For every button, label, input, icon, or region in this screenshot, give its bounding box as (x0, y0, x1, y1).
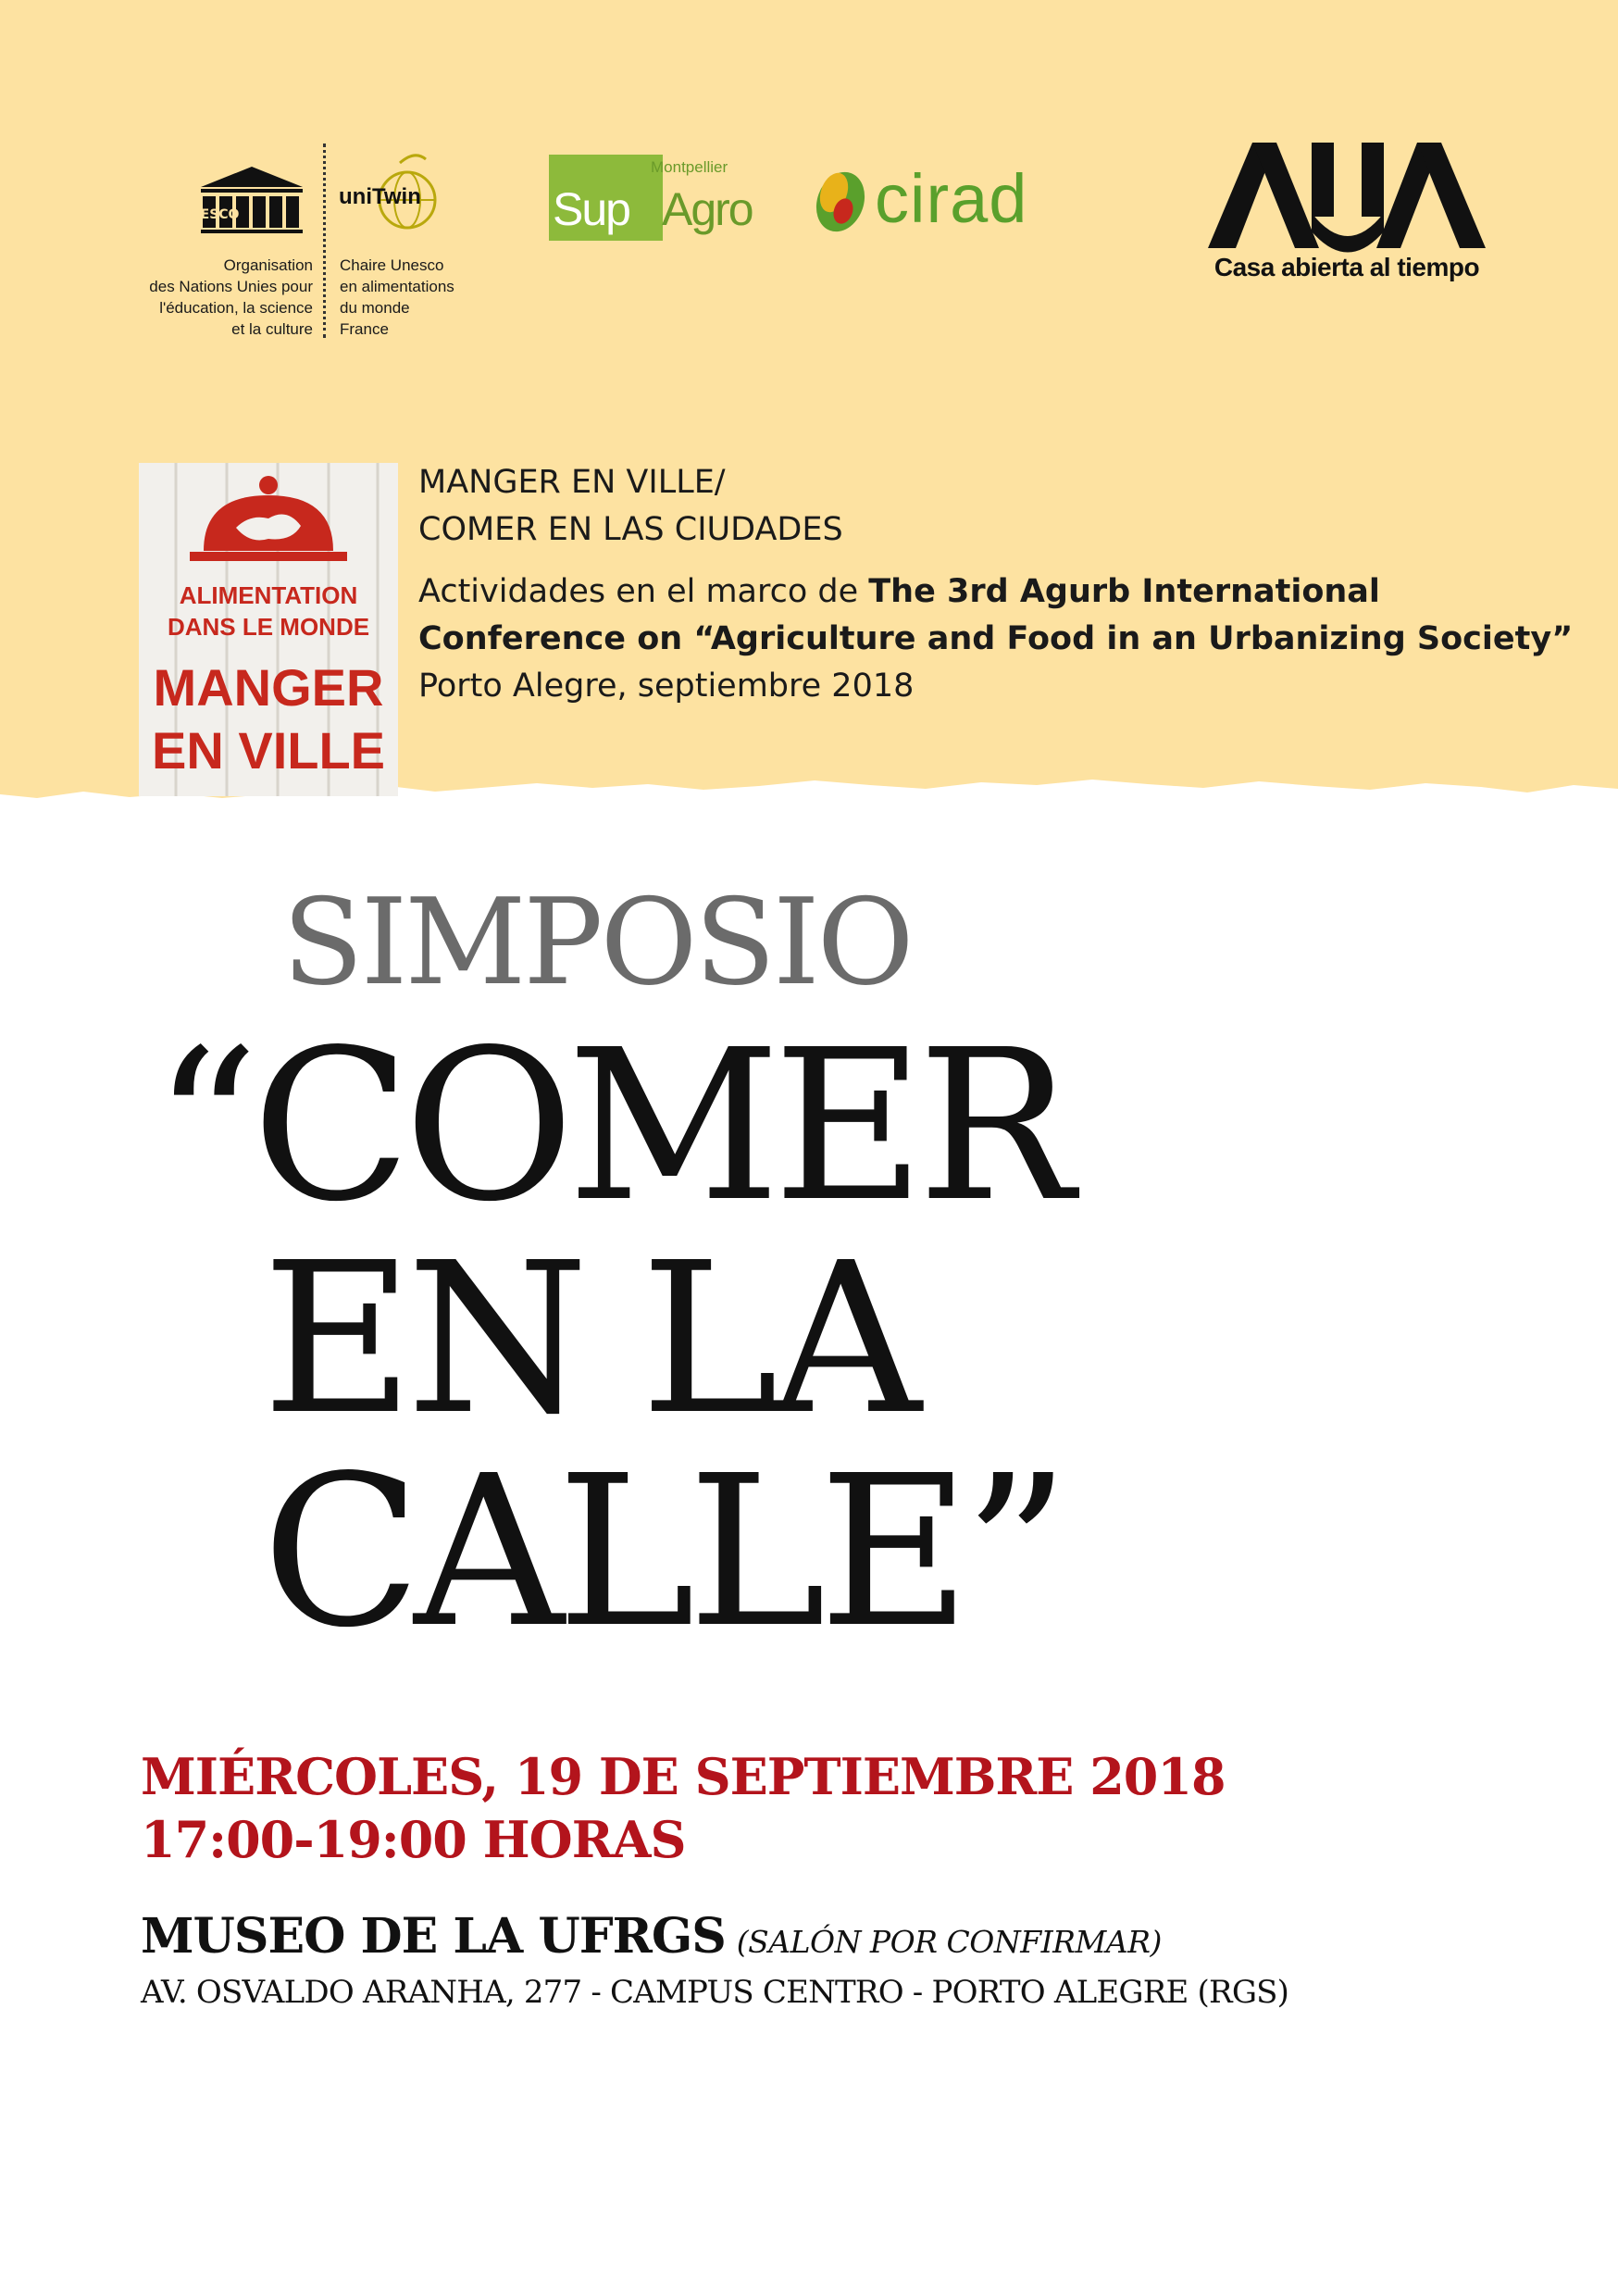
main-title-line: EN LA (262, 1218, 915, 1461)
unitwin-globe-icon (335, 146, 446, 248)
event-date: MIÉRCOLES, 19 DE SEPTIEMBRE 2018 (141, 1747, 1226, 1806)
place-date: Porto Alegre, septiembre 2018 (418, 668, 915, 705)
main-title-line: “COMER (153, 1005, 1067, 1248)
cirad-wordmark: cirad (875, 160, 1028, 237)
cirad-leaf-icon (810, 163, 871, 237)
supagro-agro: Agro (662, 183, 753, 235)
supagro-montpellier: Montpellier (651, 158, 728, 176)
unesco-text-line: Organisation (223, 256, 313, 274)
context-line-2 (418, 616, 1574, 663)
manger-en-ville-book-cover (139, 463, 398, 796)
unesco-temple-icon (179, 165, 306, 237)
unitwin-text-line: en alimentations (340, 278, 454, 295)
unesco-text-line: l'éducation, la science (159, 299, 313, 317)
event-info (418, 459, 1574, 710)
unitwin-text-line: du monde (340, 299, 410, 317)
supagro-logo (549, 155, 753, 247)
venue-note: (SALÓN POR CONFIRMAR) (736, 1924, 1162, 1960)
book-cover-line: ALIMENTATION (179, 581, 358, 609)
kicker-title: SIMPOSIO (282, 874, 912, 1012)
context-line-1 (418, 568, 1529, 616)
venue-name: MUSEO DE LA UFRGS (141, 1908, 726, 1965)
supagro-sup: Sup (553, 183, 629, 235)
uam-caption: Casa abierta al tiempo (1214, 253, 1480, 281)
cirad-logo (810, 159, 1041, 243)
unitwin-text-line: Chaire Unesco (340, 256, 444, 274)
uam-logo-icon (1208, 139, 1486, 252)
main-title-line: CALLE” (262, 1431, 1063, 1674)
book-cover-line: DANS LE MONDE (167, 613, 370, 641)
unesco-description (111, 255, 313, 340)
venue-address: AV. OSVALDO ARANHA, 277 - CAMPUS CENTRO - PORTO ALEGRE (RGS) (141, 1974, 1289, 2011)
book-cover-line: MANGER (153, 658, 384, 717)
conference-subtitle: Conference on “Agriculture and Food in an Urbanizing Society” (418, 620, 1574, 657)
event-time: 17:00-19:00 HORAS (141, 1810, 686, 1869)
logo-divider (323, 144, 328, 338)
venue (141, 1908, 1162, 1965)
series-title-line: MANGER EN VILLE/ (418, 464, 726, 501)
unesco-text-line: des Nations Unies pour (149, 278, 313, 295)
series-title-line: COMER EN LAS CIUDADES (418, 511, 843, 548)
unitwin-wordmark: uniTwin (339, 184, 421, 209)
main-title (153, 1005, 1067, 1674)
context-prefix: Actividades en el marco de (418, 573, 869, 610)
book-cover-line: EN VILLE (151, 721, 386, 780)
unesco-wordmark: UNESCO (179, 207, 240, 222)
conference-name: The 3rd Agurb International (868, 573, 1380, 610)
unitwin-description (340, 255, 516, 340)
unesco-text-line: et la culture (231, 320, 313, 338)
unitwin-text-line: France (340, 320, 389, 338)
